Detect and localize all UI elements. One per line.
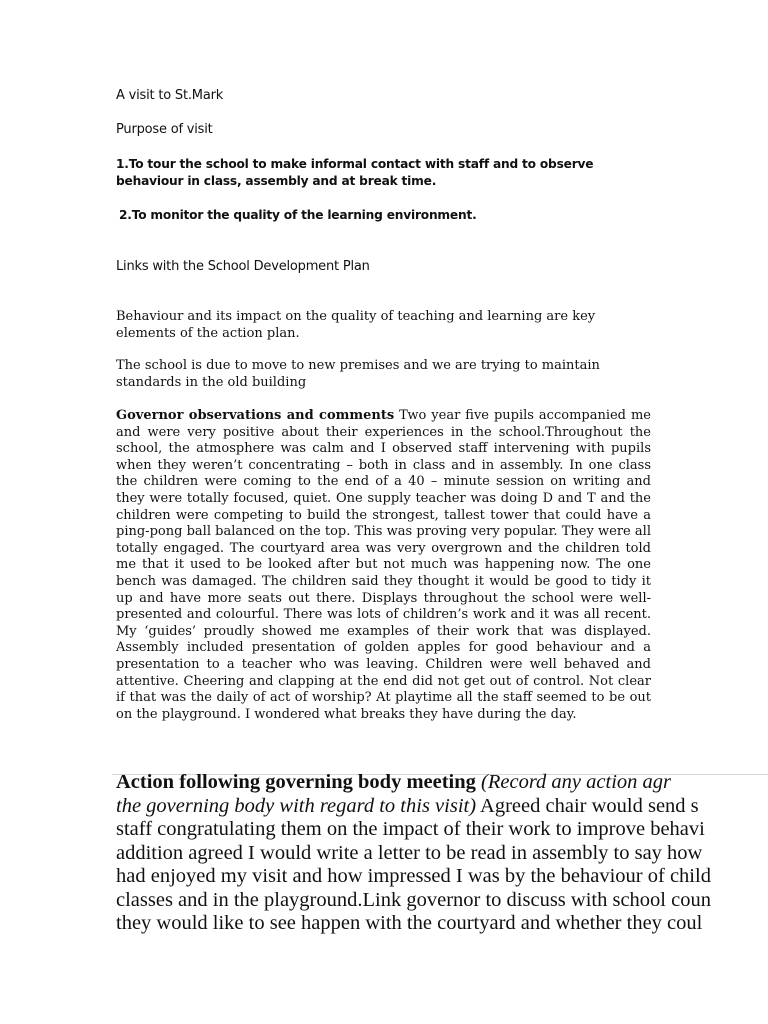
action-note-1: (Record any action agr <box>481 771 671 793</box>
observations-text: Two year five pupils accompanied me and were very positive about their experiences in the school.Throughout the school, the atmosphere was calm and I observed staff intervening with pupils when they weren’t concentrating – both in class and in assembly. In one class the children were coming to the end of a 40 – minute session on writing and they were totally focused, quiet. One supply teacher was doing D and T and the children were competing to build the strongest, tallest tower that could have a ping-pong ball balanced on the top. This was proving very popular. They were all totally engaged. The courtyard area was very overgrown and the children told me that it used to be looked after but not much was happening now. The one bench was damaged. The children said they thought it would be good to tidy it up and have more seats out there. Displays throughout the school were well-presented and colourful. There was lots of children’s work and it was all recent. My ‘guides’ proudly showed me examples of their work that was displayed. Assembly included presentation of golden apples for good behaviour and a presentation to a teacher who was leaving. Children were well behaved and attentive. Cheering and clapping at the end did not get out of control. Not clear if that was the daily of act of worship? At playtime all the staff seemed to be out on the playground. I wondered what breaks they have during the day. <box>116 408 651 722</box>
links-paragraph-2: The school is due to move to new premises and we are trying to maintain standards in the old building <box>116 358 600 390</box>
action-line-6: classes and in the playground.Link governor to discuss with school coun <box>116 888 711 911</box>
action-section <box>116 771 711 936</box>
action-heading: Action following governing body meeting <box>116 771 476 793</box>
purpose-label: Purpose of visit <box>116 122 213 137</box>
action-line-1 <box>116 771 711 795</box>
action-line-3: staff congratulating them on the impact of their work to improve behavi <box>116 818 705 840</box>
links-paragraph-1: Behaviour and its impact on the quality of teaching and learning are key elements of the action plan. <box>116 309 596 341</box>
observations-heading: Governor observations and comments <box>116 408 395 423</box>
action-line-2-rest: Agreed chair would send s <box>476 794 699 817</box>
observations-paragraph <box>116 408 651 723</box>
links-label: Links with the School Development Plan <box>116 259 370 274</box>
purpose-item-1: 1.To tour the school to make informal contact with staff and to observe behaviour in class, assembly and at break time. <box>116 157 594 188</box>
action-line-2 <box>116 795 711 819</box>
action-line-4: addition agreed I would write a letter to be read in assembly to say how <box>116 841 703 864</box>
action-line-7: they would like to see happen with the courtyard and whether they coul <box>116 912 703 934</box>
purpose-item-2: 2.To monitor the quality of the learning environment. <box>119 208 477 222</box>
document-title: A visit to St.Mark <box>116 88 224 103</box>
action-note-2: the governing body with regard to this visit) <box>116 794 477 817</box>
action-line-5: had enjoyed my visit and how impressed I was by the behaviour of child <box>116 865 711 887</box>
